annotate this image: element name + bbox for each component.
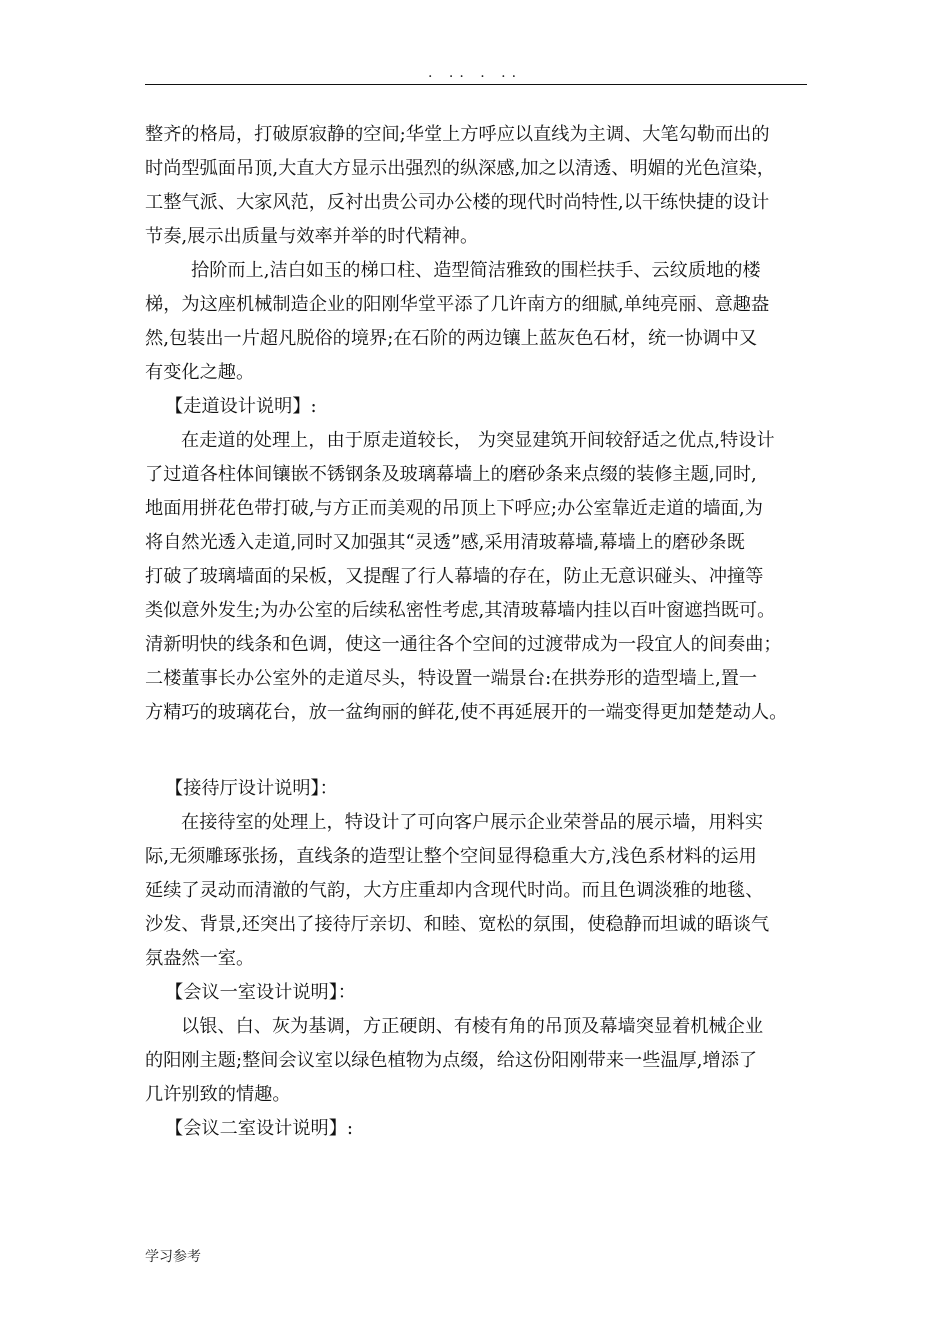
text-line: 类似意外发生;为办公室的后续私密性考虑,其清玻幕墙内挂以百叶窗遮挡既可。 — [145, 600, 776, 621]
header-rule — [145, 84, 807, 85]
section-heading: 【走道设计说明】: — [165, 396, 317, 417]
text-line: 清新明快的线条和色调，使这一通往各个空间的过渡带成为一段宜人的间奏曲； — [145, 634, 782, 655]
paragraph-gap — [145, 730, 807, 772]
text-line: 打破了玻璃墙面的呆板，又提醒了行人幕墙的存在，防止无意识碰头、冲撞等 — [145, 566, 764, 587]
text-line: 梯，为这座机械制造企业的阳刚华堂平添了几许南方的细腻,单纯亮丽、意趣盎 — [145, 294, 770, 315]
text-line: 沙发、背景,还突出了接待厅亲切、和睦、宽松的氛围，使稳静而坦诚的晤谈气 — [145, 914, 770, 935]
text-line: 地面用拼花色带打破,与方正而美观的吊顶上下呼应;办公室靠近走道的墙面,为 — [145, 498, 763, 519]
text-line: 际,无须雕琢张扬，直线条的造型让整个空间显得稳重大方,浅色系材料的运用 — [145, 846, 757, 867]
text-line: 时尚型弧面吊顶,大直大方显示出强烈的纵深感,加之以清透、明媚的光色渲染， — [145, 158, 775, 179]
text-line: 了过道各柱体间镶嵌不锈钢条及玻璃幕墙上的磨砂条来点缀的装修主题,同时, — [145, 464, 757, 485]
text-line: 拾阶而上,洁白如玉的梯口柱、造型简洁雅致的围栏扶手、云纹质地的楼 — [191, 260, 761, 281]
text-line: 二楼董事长办公室外的走道尽头，特设置一端景台:在拱券形的造型墙上,置一 — [145, 668, 758, 689]
text-line: 有变化之趣。 — [145, 362, 255, 383]
text-line: 几许别致的情趣。 — [145, 1084, 291, 1105]
text-line: 氛盎然一室。 — [145, 948, 255, 969]
text-line: 在接待室的处理上，特设计了可向客户展示企业荣誉品的展示墙，用料实 — [181, 812, 764, 833]
document-body — [145, 118, 807, 1146]
text-line: 以银、白、灰为基调，方正硬朗、有棱有角的吊顶及幕墙突显着机械企业 — [181, 1016, 764, 1037]
text-line: 节奏,展示出质量与效率并举的时代精神。 — [145, 226, 479, 247]
text-line: 的阳刚主题;整间会议室以绿色植物为点缀，给这份阳刚带来一些温厚,增添了 — [145, 1050, 758, 1071]
header-dots: . .. . .. — [427, 65, 523, 81]
text-line: 在走道的处理上，由于原走道较长， 为突显建筑开间较舒适之优点,特设计 — [181, 430, 775, 451]
section-heading: 【会议一室设计说明】： — [165, 982, 356, 1003]
text-line: 将自然光透入走道,同时又加强其“灵透”感,采用清玻幕墙,幕墙上的磨砂条既 — [145, 532, 745, 553]
text-line: 延续了灵动而清澈的气韵，大方庄重却内含现代时尚。而且色调淡雅的地毯、 — [145, 880, 764, 901]
footer-note: 学习参考 — [145, 1249, 201, 1265]
section-heading: 【接待厅设计说明】： — [165, 778, 338, 799]
text-line: 方精巧的玻璃花台，放一盆绚丽的鲜花,使不再延展开的一端变得更加楚楚动人。 — [145, 702, 788, 723]
text-line: 整齐的格局，打破原寂静的空间;华堂上方呼应以直线为主调、大笔勾勒而出的 — [145, 124, 770, 145]
text-line: 然,包装出一片超凡脱俗的境界;在石阶的两边镶上蓝灰色石材，统一协调中又 — [145, 328, 758, 349]
section-heading: 【会议二室设计说明】: — [165, 1118, 354, 1139]
text-line: 工整气派、大家风范，反衬出贵公司办公楼的现代时尚特性,以干练快捷的设计 — [145, 192, 770, 213]
